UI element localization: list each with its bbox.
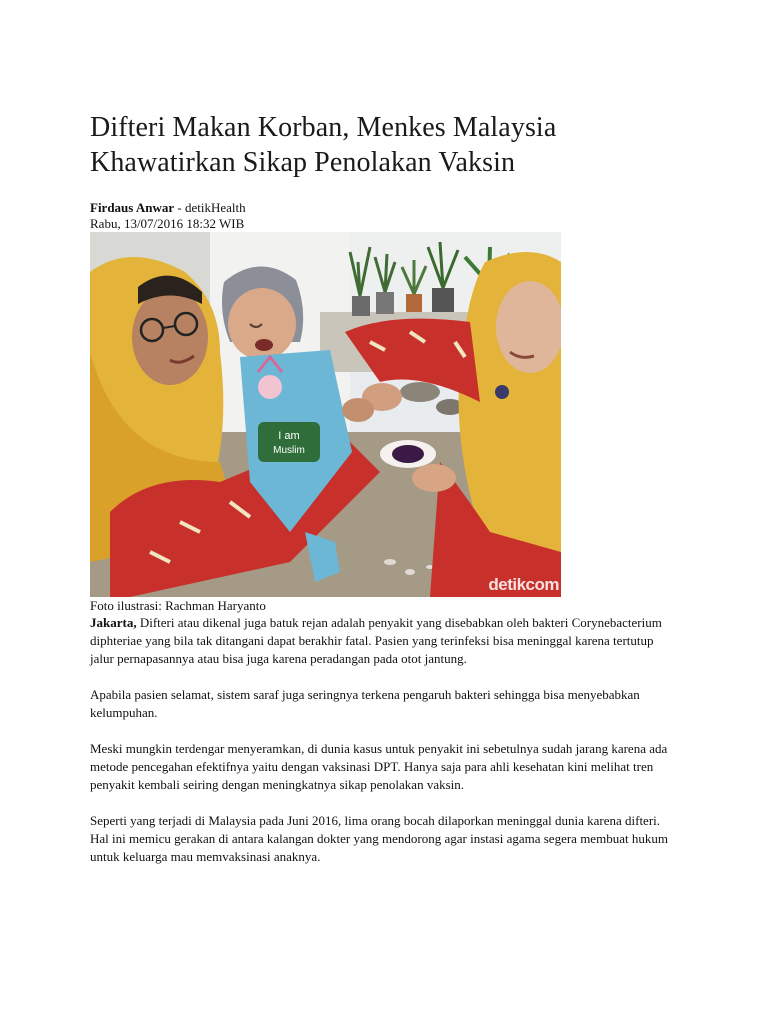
paragraph-4: Seperti yang terjadi di Malaysia pada Juni 2016, lima orang bocah dilaporkan meninggal dunia karena difteri. Hal ini memicu gerakan di antara kalangan dokter yang mendorong agar instasi agama segera membuat hukum untuk keluarga mau memvaksinasi anaknya. [90,813,668,864]
paragraph-3: Meski mungkin terdengar menyeramkan, di dunia kasus untuk penyakit ini sebetulnya sudah jarang karena ada metode pencegahan efektifnya yaitu dengan vaksinasi DPT. Hanya saja para ahli kesehatan kini melihat tren penyakit kembali seiring dengan meningkatnya sikap penolakan vaksin. [90,741,668,792]
title-line-2: Khawatirkan Sikap Penolakan Vaksin [90,147,516,178]
byline-separator: - [174,200,185,215]
source-name: detikHealth [185,200,246,215]
paragraph-1-text: Difteri atau dikenal juga batuk rejan adalah penyakit yang disebabkan oleh bakteri Corynebacterium diphteriae yang bila tak ditangani dapat berakhir fatal. Pasien yang terinfeksi bisa meninggal karena tertutup jalur pernapasannya atau bisa juga karena peradangan pada otot jantung. [90,615,662,666]
svg-text:I am: I am [278,430,300,442]
paragraph-2: Apabila pasien selamat, sistem saraf juga seringnya terkena pengaruh bakteri sehingga bisa menyebabkan kelumpuhan. [90,687,640,720]
photo-caption: Foto ilustrasi: Rachman Haryanto [90,598,266,613]
lead-location: Jakarta, [90,615,137,630]
author-name: Firdaus Anwar [90,200,175,215]
article [90,110,680,884]
article-photo [90,232,561,597]
article-title [90,110,680,180]
photo-watermark: detikcom [488,575,559,594]
paragraph-1 [90,614,680,668]
photo-illustration [90,232,561,597]
svg-text:Muslim: Muslim [273,445,305,456]
publish-date: Rabu, 13/07/2016 18:32 WIB [90,216,245,231]
byline [90,200,680,216]
title-line-1: Difteri Makan Korban, Menkes Malaysia [90,112,557,143]
